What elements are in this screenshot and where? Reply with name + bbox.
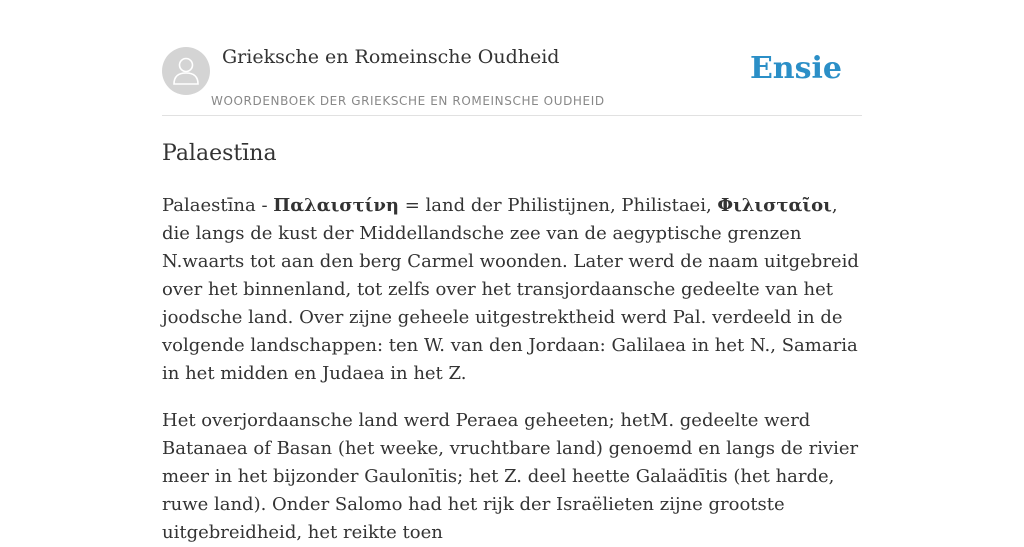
entry-content (162, 138, 862, 547)
entry-paragraph-2: Het overjordaansche land werd Peraea geheeten; hetM. gedeelte werd Batanaea of Basan (het weeke, vruchtbare land) genoemd en langs de rivier meer in het bijzonder Gaulonītis; het Z. deel heette Galaädītis (het harde, ruwe land). Onder Salomo had het rijk der Israëlieten zijne grootste uitgebreidheid, het reikte toen (162, 410, 859, 543)
greek-term: Φιλισταῖοι (717, 195, 832, 216)
text-segment: , die langs de kust der Middellandsche zee van de aegyptische grenzen N.waarts tot aan den berg Carmel woonden. Later werd de naam uitgebreid over het binnenland, tot zelfs over het transjordaansche gedeelte van het joodsche land. Over zijne geheele uitgestrektheid werd Pal. verdeeld in de volgende landschappen: ten W. van den Jordaan: Galilaea in het N., Samaria in het midden en Judaea in het Z. (162, 195, 859, 384)
text-segment: Palaestīna - (162, 195, 274, 216)
greek-term: Παλαιστίνη (273, 195, 399, 216)
site-header (162, 42, 862, 116)
text-segment: = land der Philistijnen, Philistaei, (398, 195, 718, 216)
entry-paragraph-1 (162, 192, 862, 388)
avatar[interactable] (162, 47, 210, 95)
entry-title: Palaestīna (162, 141, 277, 166)
site-subtitle: WOORDENBOEK DER GRIEKSCHE EN ROMEINSCHE OUDHEID (211, 94, 605, 108)
user-icon (172, 56, 200, 86)
brand-logo[interactable]: Ensie (749, 51, 842, 86)
site-title[interactable]: Grieksche en Romeinsche Oudheid (222, 46, 560, 68)
